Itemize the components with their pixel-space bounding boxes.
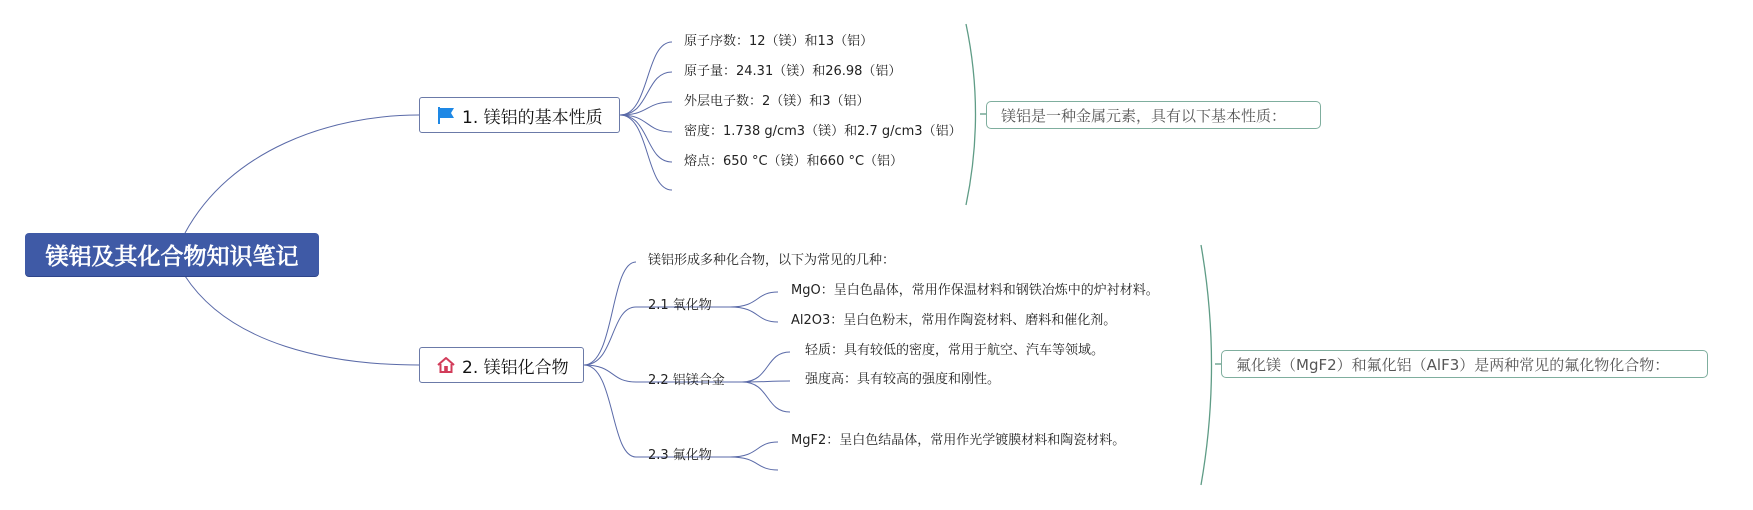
connector-b2-intro [584, 262, 636, 365]
connector-b1-leaf-5 [620, 115, 672, 162]
summary-basic-properties[interactable] [986, 101, 1321, 129]
summary-bracket-1 [966, 24, 976, 205]
connector-g3-tail [730, 457, 778, 470]
summary-text: 氟化镁（MgF2）和氟化铝（AlF3）是两种常见的氟化物化合物： [1236, 355, 1670, 374]
branch-basic-properties[interactable] [419, 97, 620, 133]
root-topic[interactable] [25, 233, 319, 276]
subtopic-fluorides[interactable]: 2.3 氟化物 [648, 448, 712, 463]
connector-root-b2 [185, 276, 419, 365]
list-item[interactable]: 轻质：具有较低的密度，常用于航空、汽车等领域。 [805, 343, 1105, 358]
list-item[interactable]: Al2O3：呈白色粉末，常用作陶瓷材料、磨料和催化剂。 [791, 313, 1117, 328]
summary-bracket-2 [1201, 245, 1212, 485]
connector-g2-tail [742, 382, 790, 412]
connector-b1-leaf-1 [620, 42, 672, 115]
branch-compounds[interactable] [419, 347, 584, 383]
list-item[interactable]: 外层电子数：2（镁）和3（铝） [684, 94, 870, 109]
subtopic-oxides[interactable]: 2.1 氧化物 [648, 298, 712, 313]
summary-text: 镁铝是一种金属元素，具有以下基本性质： [1001, 106, 1287, 125]
connector-root-b1 [185, 115, 419, 233]
list-item[interactable]: 熔点：650 °C（镁）和660 °C（铝） [684, 154, 904, 169]
branch-label: 2. 镁铝化合物 [462, 357, 569, 378]
list-item[interactable]: 原子序数：12（镁）和13（铝） [684, 34, 874, 49]
compounds-intro[interactable]: 镁铝形成多种化合物，以下为常见的几种： [648, 253, 896, 268]
connector-b1-tail [620, 115, 672, 190]
connector-g1-i1 [730, 292, 778, 307]
list-item[interactable]: 强度高：具有较高的强度和刚性。 [805, 372, 1001, 387]
subtopic-alloy[interactable]: 2.2 铝镁合金 [648, 373, 725, 388]
root-title: 镁铝及其化合物知识笔记 [45, 244, 299, 270]
connector-b2-g3 [584, 365, 636, 457]
list-item[interactable]: MgO：呈白色晶体，常用作保温材料和钢铁冶炼中的炉衬材料。 [791, 283, 1159, 298]
connector-b2-g1 [584, 307, 636, 365]
list-item[interactable]: MgF2：呈白色结晶体，常用作光学镀膜材料和陶瓷材料。 [791, 433, 1126, 448]
list-item[interactable]: 密度：1.738 g/cm3（镁）和2.7 g/cm3（铝） [684, 124, 962, 139]
connector-g3-i1 [730, 442, 778, 457]
house-icon [436, 355, 456, 375]
branch-label: 1. 镁铝的基本性质 [462, 107, 603, 128]
flag-icon [436, 105, 456, 125]
connector-g2-i1 [742, 352, 790, 382]
summary-compounds[interactable] [1221, 350, 1708, 378]
connector-g1-i2 [730, 307, 778, 322]
list-item[interactable]: 原子量：24.31（镁）和26.98（铝） [684, 64, 902, 79]
